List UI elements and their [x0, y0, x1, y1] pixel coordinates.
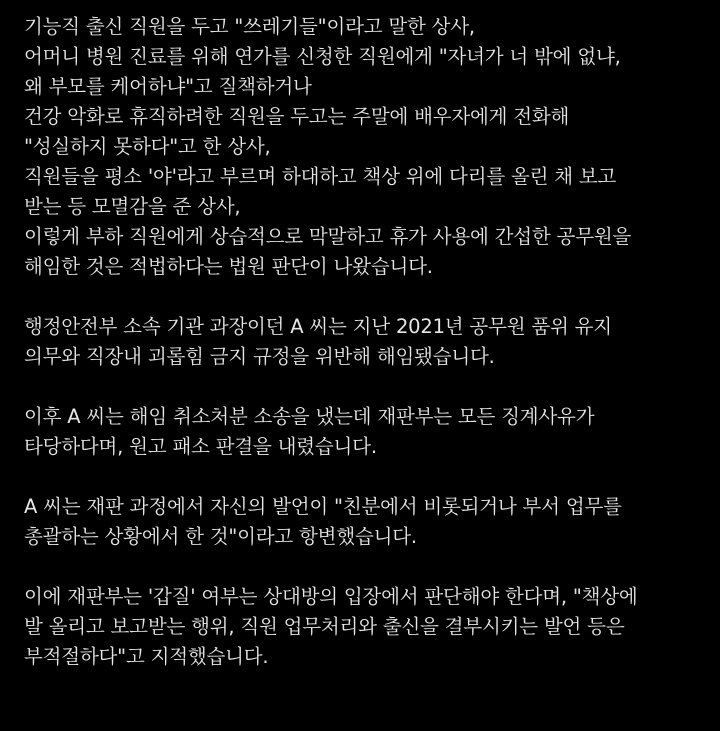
- text-line: 건강 악화로 휴직하려한 직원을 두고는 주말에 배우자에게 전화해: [24, 105, 570, 128]
- paragraph-3: [24, 402, 714, 462]
- text-line: 이후 A 씨는 해임 취소처분 소송을 냈는데 재판부는 모든 징계사유가: [24, 405, 595, 428]
- article-body: [24, 12, 714, 702]
- text-line: A 씨는 재판 과정에서 자신의 발언이 "친분에서 비롯되거나 부서 업무를: [24, 495, 622, 518]
- text-line: 기능직 출신 직원을 두고 "쓰레기들"이라고 말한 상사,: [24, 15, 475, 38]
- paragraph-4: [24, 492, 714, 552]
- text-line: 해임한 것은 적법하다는 법원 판단이 나왔습니다.: [24, 255, 433, 278]
- text-line: 이렇게 부하 직원에게 상습적으로 막말하고 휴가 사용에 간섭한 공무원을: [24, 225, 632, 248]
- text-line: "성실하지 못하다"고 한 상사,: [24, 135, 271, 158]
- text-line: 직원들을 평소 '야'라고 부르며 하대하고 책상 위에 다리를 올린 채 보고: [24, 165, 617, 188]
- text-line: 행정안전부 소속 기관 과장이던 A 씨는 지난 2021년 공무원 품위 유지: [24, 315, 612, 338]
- paragraph-1: [24, 12, 714, 282]
- text-line: 왜 부모를 케어하냐"고 질책하거나: [24, 75, 312, 98]
- text-line: 타당하다며, 원고 패소 판결을 내렸습니다.: [24, 435, 377, 458]
- text-line: 총괄하는 상황에서 한 것"이라고 항변했습니다.: [24, 525, 417, 548]
- text-line: 받는 등 모멸감을 준 상사,: [24, 195, 241, 218]
- text-line: 발 올리고 보고받는 행위, 직원 업무처리와 출신을 결부시키는 발언 등은: [24, 615, 625, 638]
- paragraph-2: [24, 312, 714, 372]
- text-line: 의무와 직장내 괴롭힘 금지 규정을 위반해 해임됐습니다.: [24, 345, 495, 368]
- text-line: 어머니 병원 진료를 위해 연가를 신청한 직원에게 "자녀가 너 밖에 없냐,: [24, 45, 621, 68]
- paragraph-5: [24, 582, 714, 672]
- text-line: 부적절하다"고 지적했습니다.: [24, 645, 269, 668]
- text-line: 이에 재판부는 '갑질' 여부는 상대방의 입장에서 판단해야 한다며, "책상에: [24, 585, 638, 608]
